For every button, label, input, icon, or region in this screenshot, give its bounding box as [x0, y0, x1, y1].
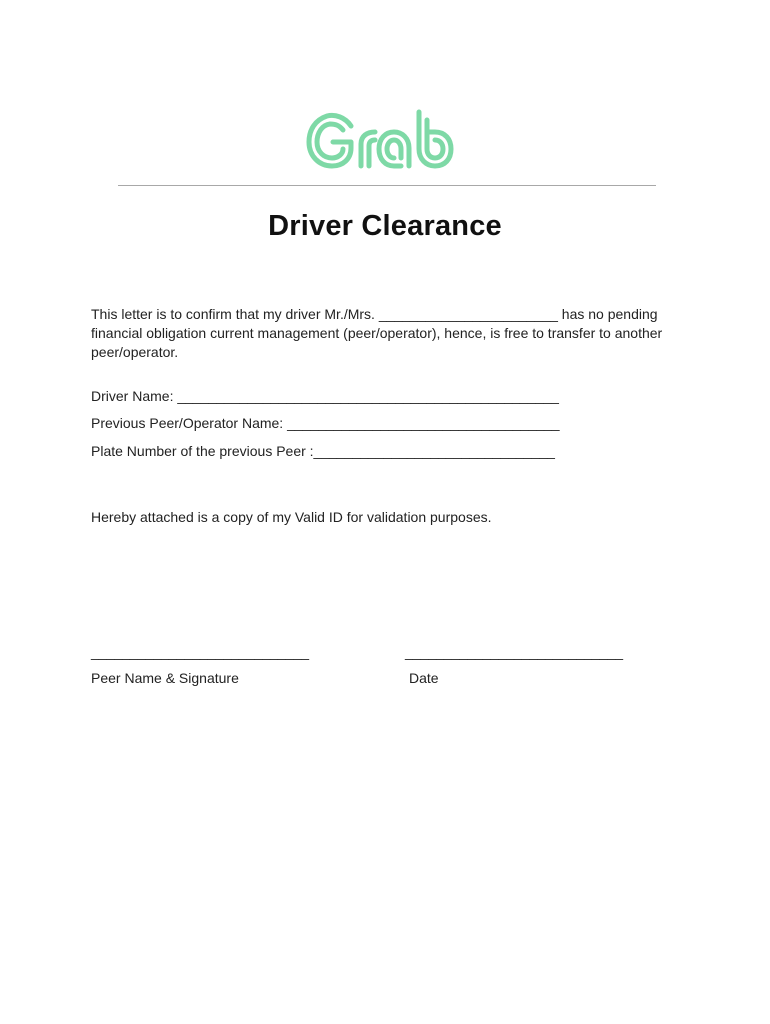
peer-signature-label: Peer Name & Signature: [91, 670, 239, 686]
driver-name-field[interactable]: Driver Name: _________________________________________________: [91, 388, 559, 404]
paragraph-line-2: financial obligation current management (peer/operator), hence, is free to transfer to another: [91, 325, 663, 341]
plate-number-field[interactable]: Plate Number of the previous Peer :_______________________________: [91, 443, 555, 459]
confirmation-paragraph: [91, 305, 671, 362]
attachment-note: Hereby attached is a copy of my Valid ID for validation purposes.: [91, 509, 492, 525]
grab-logo: [305, 108, 467, 174]
header-divider: [118, 185, 656, 186]
document-title: Driver Clearance: [268, 210, 502, 242]
previous-peer-field[interactable]: Previous Peer/Operator Name: ___________________________________: [91, 415, 560, 431]
paragraph-line-3: peer/operator.: [91, 344, 179, 360]
date-label: Date: [409, 670, 439, 686]
peer-signature-line[interactable]: ____________________________: [91, 644, 310, 660]
paragraph-line-1: This letter is to confirm that my driver Mr./Mrs. _______________________ has no pending: [91, 306, 658, 322]
date-line[interactable]: ____________________________: [405, 644, 624, 660]
